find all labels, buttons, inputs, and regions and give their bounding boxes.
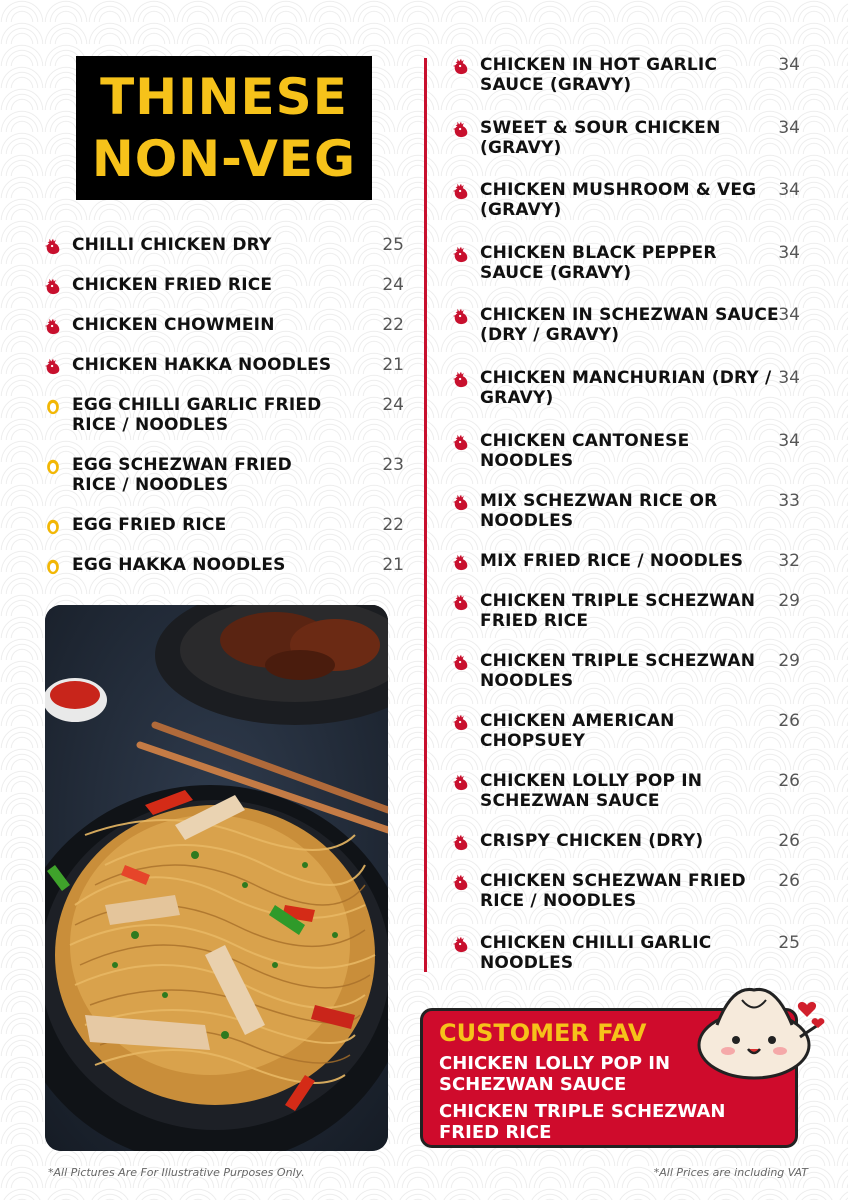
chicken-icon <box>452 433 470 451</box>
right-item <box>452 831 780 851</box>
title-line-1: THINESE <box>100 68 348 126</box>
right-item <box>452 771 780 811</box>
footnote-prices: *All Prices are including VAT <box>653 1166 808 1179</box>
item-name: MIX FRIED RICE / NOODLES <box>480 551 744 571</box>
item-price: 34 <box>778 118 800 138</box>
title-line-2: NON-VEG <box>91 130 357 188</box>
egg-icon <box>44 517 62 535</box>
chicken-icon <box>452 773 470 791</box>
left-item <box>44 455 332 495</box>
item-name: MIX SCHEZWAN RICE OR NOODLES <box>480 491 718 531</box>
chicken-icon <box>44 357 62 375</box>
noodles-illustration <box>45 605 388 1151</box>
chicken-icon <box>452 553 470 571</box>
item-price: 21 <box>382 555 404 575</box>
item-name: CHICKEN MANCHURIAN (DRY / GRAVY) <box>480 368 772 408</box>
left-item <box>44 515 332 535</box>
menu-title <box>76 56 372 200</box>
item-price: 21 <box>382 355 404 375</box>
left-item <box>44 315 332 335</box>
chicken-icon <box>452 873 470 891</box>
item-price: 25 <box>778 933 800 953</box>
right-item <box>452 431 780 471</box>
item-price: 32 <box>778 551 800 571</box>
right-item <box>452 711 780 751</box>
item-price: 33 <box>778 491 800 511</box>
item-name: CHILLI CHICKEN DRY <box>72 235 272 255</box>
left-item <box>44 235 332 255</box>
item-name: CHICKEN AMERICAN CHOPSUEY <box>480 711 675 751</box>
right-item <box>452 118 780 158</box>
chicken-icon <box>452 245 470 263</box>
item-price: 26 <box>778 831 800 851</box>
chicken-icon <box>452 593 470 611</box>
right-item <box>452 871 780 911</box>
right-item <box>452 551 780 571</box>
right-item <box>452 180 780 220</box>
chicken-icon <box>452 182 470 200</box>
chicken-icon <box>452 653 470 671</box>
item-name: EGG SCHEZWAN FRIED RICE / NOODLES <box>72 455 292 495</box>
item-name: CHICKEN IN HOT GARLIC SAUCE (GRAVY) <box>480 55 718 95</box>
item-price: 25 <box>382 235 404 255</box>
egg-icon <box>44 457 62 475</box>
item-name: CHICKEN CHOWMEIN <box>72 315 275 335</box>
item-name: EGG HAKKA NOODLES <box>72 555 286 575</box>
customer-fav-item-1: CHICKEN LOLLY POP IN SCHEZWAN SAUCE <box>439 1053 671 1095</box>
chicken-icon <box>452 120 470 138</box>
left-item <box>44 555 332 575</box>
right-item <box>452 491 780 531</box>
item-price: 29 <box>778 651 800 671</box>
item-price: 26 <box>778 871 800 891</box>
item-price: 23 <box>382 455 404 475</box>
item-name: SWEET & SOUR CHICKEN (GRAVY) <box>480 118 721 158</box>
chicken-icon <box>452 833 470 851</box>
chicken-icon <box>452 57 470 75</box>
footnote-pictures: *All Pictures Are For Illustrative Purposes Only. <box>48 1166 305 1179</box>
item-price: 26 <box>778 711 800 731</box>
item-price: 34 <box>778 55 800 75</box>
item-name: CHICKEN TRIPLE SCHEZWAN NOODLES <box>480 651 756 691</box>
item-price: 29 <box>778 591 800 611</box>
egg-icon <box>44 397 62 415</box>
chicken-icon <box>452 713 470 731</box>
item-name: CHICKEN TRIPLE SCHEZWAN FRIED RICE <box>480 591 756 631</box>
item-name: CHICKEN HAKKA NOODLES <box>72 355 332 375</box>
left-item <box>44 395 332 435</box>
chicken-icon <box>452 935 470 953</box>
right-item <box>452 651 780 691</box>
item-price: 34 <box>778 305 800 325</box>
chicken-icon <box>44 277 62 295</box>
item-price: 22 <box>382 315 404 335</box>
item-name: CRISPY CHICKEN (DRY) <box>480 831 704 851</box>
right-item <box>452 55 780 95</box>
right-item <box>452 368 780 408</box>
item-name: CHICKEN LOLLY POP IN SCHEZWAN SAUCE <box>480 771 703 811</box>
item-name: CHICKEN CANTONESE NOODLES <box>480 431 690 471</box>
item-name: CHICKEN CHILLI GARLIC NOODLES <box>480 933 712 973</box>
item-name: CHICKEN SCHEZWAN FRIED RICE / NOODLES <box>480 871 746 911</box>
item-price: 26 <box>778 771 800 791</box>
egg-icon <box>44 557 62 575</box>
column-divider <box>424 58 427 972</box>
item-price: 24 <box>382 395 404 415</box>
item-price: 34 <box>778 368 800 388</box>
chicken-icon <box>452 370 470 388</box>
item-price: 34 <box>778 431 800 451</box>
item-name: EGG CHILLI GARLIC FRIED RICE / NOODLES <box>72 395 322 435</box>
left-item <box>44 275 332 295</box>
item-price: 24 <box>382 275 404 295</box>
customer-fav-title: CUSTOMER FAV <box>439 1019 647 1047</box>
item-name: EGG FRIED RICE <box>72 515 227 535</box>
item-price: 34 <box>778 180 800 200</box>
item-name: CHICKEN BLACK PEPPER SAUCE (GRAVY) <box>480 243 717 283</box>
item-name: CHICKEN IN SCHEZWAN SAUCE (DRY / GRAVY) <box>480 305 779 345</box>
item-price: 22 <box>382 515 404 535</box>
noodles-photo <box>45 605 388 1151</box>
item-name: CHICKEN FRIED RICE <box>72 275 273 295</box>
right-item <box>452 305 780 345</box>
chicken-icon <box>452 493 470 511</box>
left-item <box>44 355 332 375</box>
item-price: 34 <box>778 243 800 263</box>
right-item <box>452 591 780 631</box>
chicken-icon <box>452 307 470 325</box>
chicken-icon <box>44 317 62 335</box>
item-name: CHICKEN MUSHROOM & VEG (GRAVY) <box>480 180 757 220</box>
right-item <box>452 243 780 283</box>
chicken-icon <box>44 237 62 255</box>
right-item <box>452 933 780 973</box>
dumpling-mascot-icon <box>692 985 832 1080</box>
customer-fav-item-2: CHICKEN TRIPLE SCHEZWAN FRIED RICE <box>439 1101 726 1143</box>
